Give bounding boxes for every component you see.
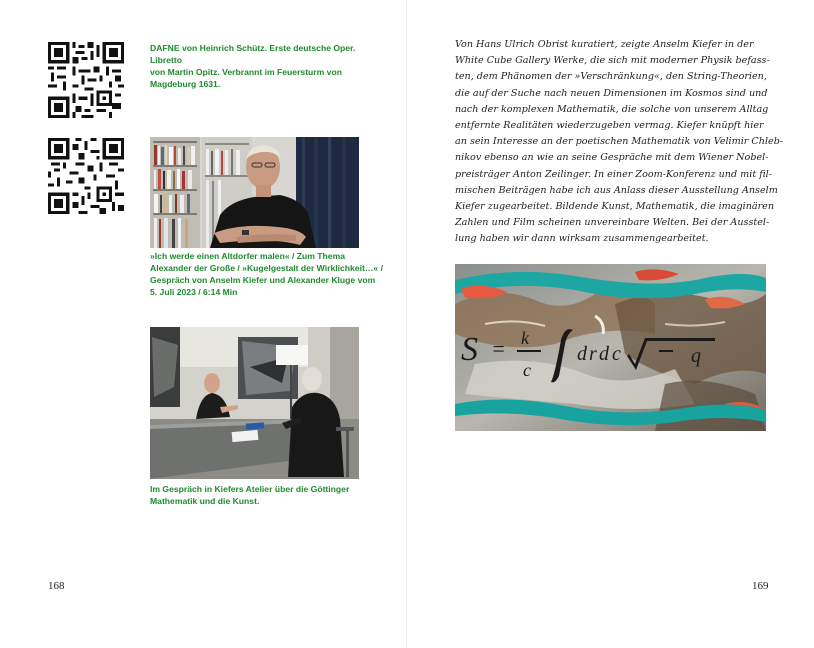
caption-line: Im Gespräch in Kiefers Atelier über die Göttinger xyxy=(150,484,350,494)
body-line: entfernte Realitäten wiederzugeben vermag. Kiefer knüpft hier xyxy=(455,120,764,132)
studio-image xyxy=(150,327,359,479)
page-number-right: 169 xyxy=(752,580,769,592)
body-line: nach der komplexen Mathematik, die solche von unserem Alltag xyxy=(455,103,769,115)
body-line: nikov ebenso an wie an seine Gespräche mit dem Wiener Nobel- xyxy=(455,152,769,164)
body-line: lung haben wir dann wirksam zusammengearbeitet. xyxy=(455,233,709,245)
qr-code-icon xyxy=(48,138,124,214)
svg-text:c: c xyxy=(523,360,531,380)
body-line: preisträger Anton Zeilinger. In einer Zoom-Konferenz und mit fil- xyxy=(455,168,772,180)
artwork-equation-image xyxy=(455,264,766,431)
caption-line: »Ich werde einen Altdorfer malen« / Zum Thema xyxy=(150,251,345,261)
svg-text:d: d xyxy=(599,343,609,365)
svg-text:=: = xyxy=(491,336,506,361)
qr-code-dafne[interactable] xyxy=(48,42,124,118)
svg-text:q: q xyxy=(691,345,701,367)
svg-text:r: r xyxy=(589,343,597,365)
body-line: Kiefer zugearbeitet. Bildende Kunst, Mathematik, die imaginären xyxy=(455,201,775,213)
svg-text:S: S xyxy=(461,331,478,368)
body-line: ten, dem Phänomen der »Verschränkung«, den String-Theorien, xyxy=(455,71,767,83)
svg-text:d: d xyxy=(577,343,587,365)
body-line: Zahlen und Film scheinen unvereinbare Welten. Bei der Ausstel- xyxy=(455,217,770,229)
right-page xyxy=(407,0,814,648)
caption-line: Alexander der Große / »Kugelgestalt der Wirklichkeit…« / xyxy=(150,263,383,273)
body-line: die auf der Suche nach neuen Dimensionen im Kosmos sind und xyxy=(455,87,768,99)
caption-line: Magdeburg 1631. xyxy=(150,79,221,89)
body-line: an sein Interesse an der poetischen Mathematik von Velimir Chleb- xyxy=(455,136,784,148)
caption-line: DAFNE von Heinrich Schütz. Erste deutsche Oper. Libretto xyxy=(150,43,356,65)
caption-dafne xyxy=(150,42,380,90)
caption-studio xyxy=(150,483,380,507)
qr-code-interview[interactable] xyxy=(48,138,124,214)
artwork-image xyxy=(455,264,766,431)
body-text xyxy=(455,37,784,248)
photo-studio-conversation xyxy=(150,327,359,479)
page-number-left: 168 xyxy=(48,580,65,592)
caption-line: 5. Juli 2023 / 6:14 Min xyxy=(150,287,238,297)
caption-line: Gespräch von Anselm Kiefer und Alexander Kluge vom xyxy=(150,275,376,285)
body-line: mischen Beiträgen habe ich aus Anlass dieser Ausstellung Anselm xyxy=(455,184,778,196)
svg-text:k: k xyxy=(521,328,529,348)
body-line: Von Hans Ulrich Obrist kuratiert, zeigte Anselm Kiefer in der xyxy=(455,39,754,50)
caption-interview xyxy=(150,250,390,298)
caption-line: Mathematik und die Kunst. xyxy=(150,496,260,506)
qr-code-icon xyxy=(48,42,124,118)
body-line: White Cube Gallery Werke, die sich mit moderner Physik befass- xyxy=(455,55,770,67)
svg-text:c: c xyxy=(612,343,621,365)
portrait-image xyxy=(150,137,359,248)
caption-line: von Martin Opitz. Verbrannt im Feuersturm von xyxy=(150,67,342,77)
photo-portrait-kiefer xyxy=(150,137,359,248)
